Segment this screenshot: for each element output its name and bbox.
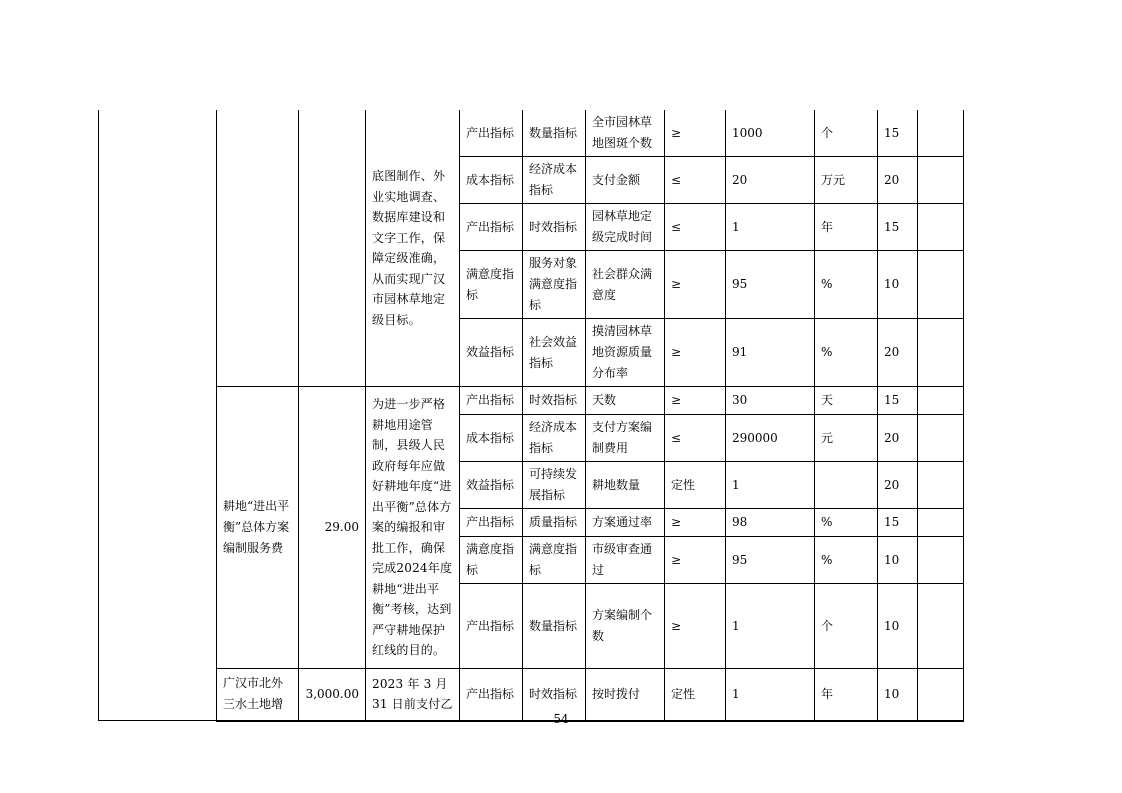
remark-cell bbox=[918, 584, 964, 669]
level3-indicator: 按时拨付 bbox=[586, 669, 665, 721]
indicator-operator: 定性 bbox=[665, 462, 726, 509]
remark-cell bbox=[918, 110, 964, 157]
indicator-value: 98 bbox=[726, 509, 815, 537]
level1-indicator: 产出指标 bbox=[460, 509, 523, 537]
level1-indicator: 产出指标 bbox=[460, 387, 523, 415]
level1-indicator: 成本指标 bbox=[460, 415, 523, 462]
level2-indicator: 质量指标 bbox=[523, 509, 586, 537]
page-number: 54 bbox=[553, 712, 569, 726]
indicator-unit: 万元 bbox=[815, 157, 878, 204]
indicator-score: 10 bbox=[878, 669, 918, 721]
level3-indicator: 全市园林草地图斑个数 bbox=[586, 110, 665, 157]
indicator-value: 1 bbox=[726, 204, 815, 251]
indicator-unit: % bbox=[815, 319, 878, 387]
level2-indicator: 数量指标 bbox=[523, 110, 586, 157]
remark-cell bbox=[918, 462, 964, 509]
indicator-operator: ≤ bbox=[665, 204, 726, 251]
project-name-cell: 耕地“进出平衡”总体方案编制服务费 bbox=[217, 387, 299, 669]
indicator-unit: % bbox=[815, 509, 878, 537]
level2-indicator: 经济成本指标 bbox=[523, 415, 586, 462]
indicator-score: 10 bbox=[878, 537, 918, 584]
project-name-cell: 广汉市北外三水土地增 bbox=[217, 669, 299, 721]
indicator-operator: ≥ bbox=[665, 319, 726, 387]
indicator-operator: ≥ bbox=[665, 251, 726, 319]
indicator-score: 20 bbox=[878, 462, 918, 509]
indicator-score: 20 bbox=[878, 415, 918, 462]
level3-indicator: 支付方案编制费用 bbox=[586, 415, 665, 462]
indicator-value: 95 bbox=[726, 537, 815, 584]
indicator-score: 10 bbox=[878, 584, 918, 669]
indicator-score: 15 bbox=[878, 204, 918, 251]
level1-indicator: 满意度指标 bbox=[460, 537, 523, 584]
indicator-unit: 天 bbox=[815, 387, 878, 415]
remark-cell bbox=[918, 204, 964, 251]
level1-indicator: 产出指标 bbox=[460, 204, 523, 251]
level1-indicator: 成本指标 bbox=[460, 157, 523, 204]
indicator-unit: 个 bbox=[815, 584, 878, 669]
project-amount-cell: 3,000.00 bbox=[299, 669, 366, 721]
indicator-operator: ≤ bbox=[665, 157, 726, 204]
level2-indicator: 时效指标 bbox=[523, 204, 586, 251]
level1-indicator: 效益指标 bbox=[460, 462, 523, 509]
remark-cell bbox=[918, 509, 964, 537]
table-row bbox=[99, 110, 964, 157]
level1-indicator: 产出指标 bbox=[460, 110, 523, 157]
table-row bbox=[99, 387, 964, 415]
remark-cell bbox=[918, 387, 964, 415]
level1-indicator: 满意度指标 bbox=[460, 251, 523, 319]
department-cell bbox=[99, 110, 217, 721]
remark-cell bbox=[918, 319, 964, 387]
level2-indicator: 服务对象满意度指标 bbox=[523, 251, 586, 319]
level2-indicator: 可持续发展指标 bbox=[523, 462, 586, 509]
level2-indicator: 时效指标 bbox=[523, 387, 586, 415]
indicator-value: 95 bbox=[726, 251, 815, 319]
remark-cell bbox=[918, 415, 964, 462]
indicator-score: 15 bbox=[878, 387, 918, 415]
indicator-value: 1 bbox=[726, 462, 815, 509]
level1-indicator: 效益指标 bbox=[460, 319, 523, 387]
level3-indicator: 方案通过率 bbox=[586, 509, 665, 537]
indicator-unit: % bbox=[815, 251, 878, 319]
indicator-value: 1 bbox=[726, 669, 815, 721]
project-amount-cell: 29.00 bbox=[299, 387, 366, 669]
indicator-operator: ≤ bbox=[665, 415, 726, 462]
indicator-unit: % bbox=[815, 537, 878, 584]
project-description: 2023 年 3 月 31 日前支付乙 bbox=[366, 669, 460, 721]
remark-cell bbox=[918, 157, 964, 204]
indicator-value: 1 bbox=[726, 584, 815, 669]
indicator-value: 1000 bbox=[726, 110, 815, 157]
indicator-value: 20 bbox=[726, 157, 815, 204]
indicator-operator: ≥ bbox=[665, 584, 726, 669]
performance-indicator-table bbox=[98, 110, 964, 722]
level2-indicator: 社会效益指标 bbox=[523, 319, 586, 387]
indicator-operator: 定性 bbox=[665, 669, 726, 721]
level3-indicator: 市级审查通过 bbox=[586, 537, 665, 584]
level3-indicator: 方案编制个数 bbox=[586, 584, 665, 669]
project-description: 为进一步严格耕地用途管制，县级人民政府每年应做好耕地年度“进出平衡”总体方案的编报和审批工作，确保完成2024年度耕地“进出平衡”考核，达到严守耕地保护红线的目的。 bbox=[366, 387, 460, 669]
indicator-score: 20 bbox=[878, 319, 918, 387]
indicator-score: 15 bbox=[878, 110, 918, 157]
indicator-value: 30 bbox=[726, 387, 815, 415]
level3-indicator: 社会群众满意度 bbox=[586, 251, 665, 319]
level2-indicator: 满意度指标 bbox=[523, 537, 586, 584]
indicator-operator: ≥ bbox=[665, 387, 726, 415]
indicator-score: 20 bbox=[878, 157, 918, 204]
indicator-value: 290000 bbox=[726, 415, 815, 462]
level2-indicator: 时效指标 bbox=[523, 669, 586, 721]
indicator-operator: ≥ bbox=[665, 537, 726, 584]
indicator-unit: 年 bbox=[815, 669, 878, 721]
project-amount-cell bbox=[299, 110, 366, 387]
indicator-unit: 年 bbox=[815, 204, 878, 251]
level3-indicator: 耕地数量 bbox=[586, 462, 665, 509]
level2-indicator: 经济成本指标 bbox=[523, 157, 586, 204]
level3-indicator: 天数 bbox=[586, 387, 665, 415]
level1-indicator: 产出指标 bbox=[460, 669, 523, 721]
indicator-unit: 个 bbox=[815, 110, 878, 157]
indicator-operator: ≥ bbox=[665, 110, 726, 157]
level1-indicator: 产出指标 bbox=[460, 584, 523, 669]
indicator-value: 91 bbox=[726, 319, 815, 387]
indicator-operator: ≥ bbox=[665, 509, 726, 537]
project-description: 底图制作、外业实地调查、数据库建设和文字工作，保障定级准确，从而实现广汉市园林草地定级目标。 bbox=[366, 110, 460, 387]
level2-indicator: 数量指标 bbox=[523, 584, 586, 669]
remark-cell bbox=[918, 537, 964, 584]
remark-cell bbox=[918, 251, 964, 319]
indicator-unit: 元 bbox=[815, 415, 878, 462]
level3-indicator: 支付金额 bbox=[586, 157, 665, 204]
level3-indicator: 园林草地定级完成时间 bbox=[586, 204, 665, 251]
indicator-score: 10 bbox=[878, 251, 918, 319]
indicator-unit bbox=[815, 462, 878, 509]
project-name-cell bbox=[217, 110, 299, 387]
indicator-score: 15 bbox=[878, 509, 918, 537]
level3-indicator: 摸清园林草地资源质量分布率 bbox=[586, 319, 665, 387]
